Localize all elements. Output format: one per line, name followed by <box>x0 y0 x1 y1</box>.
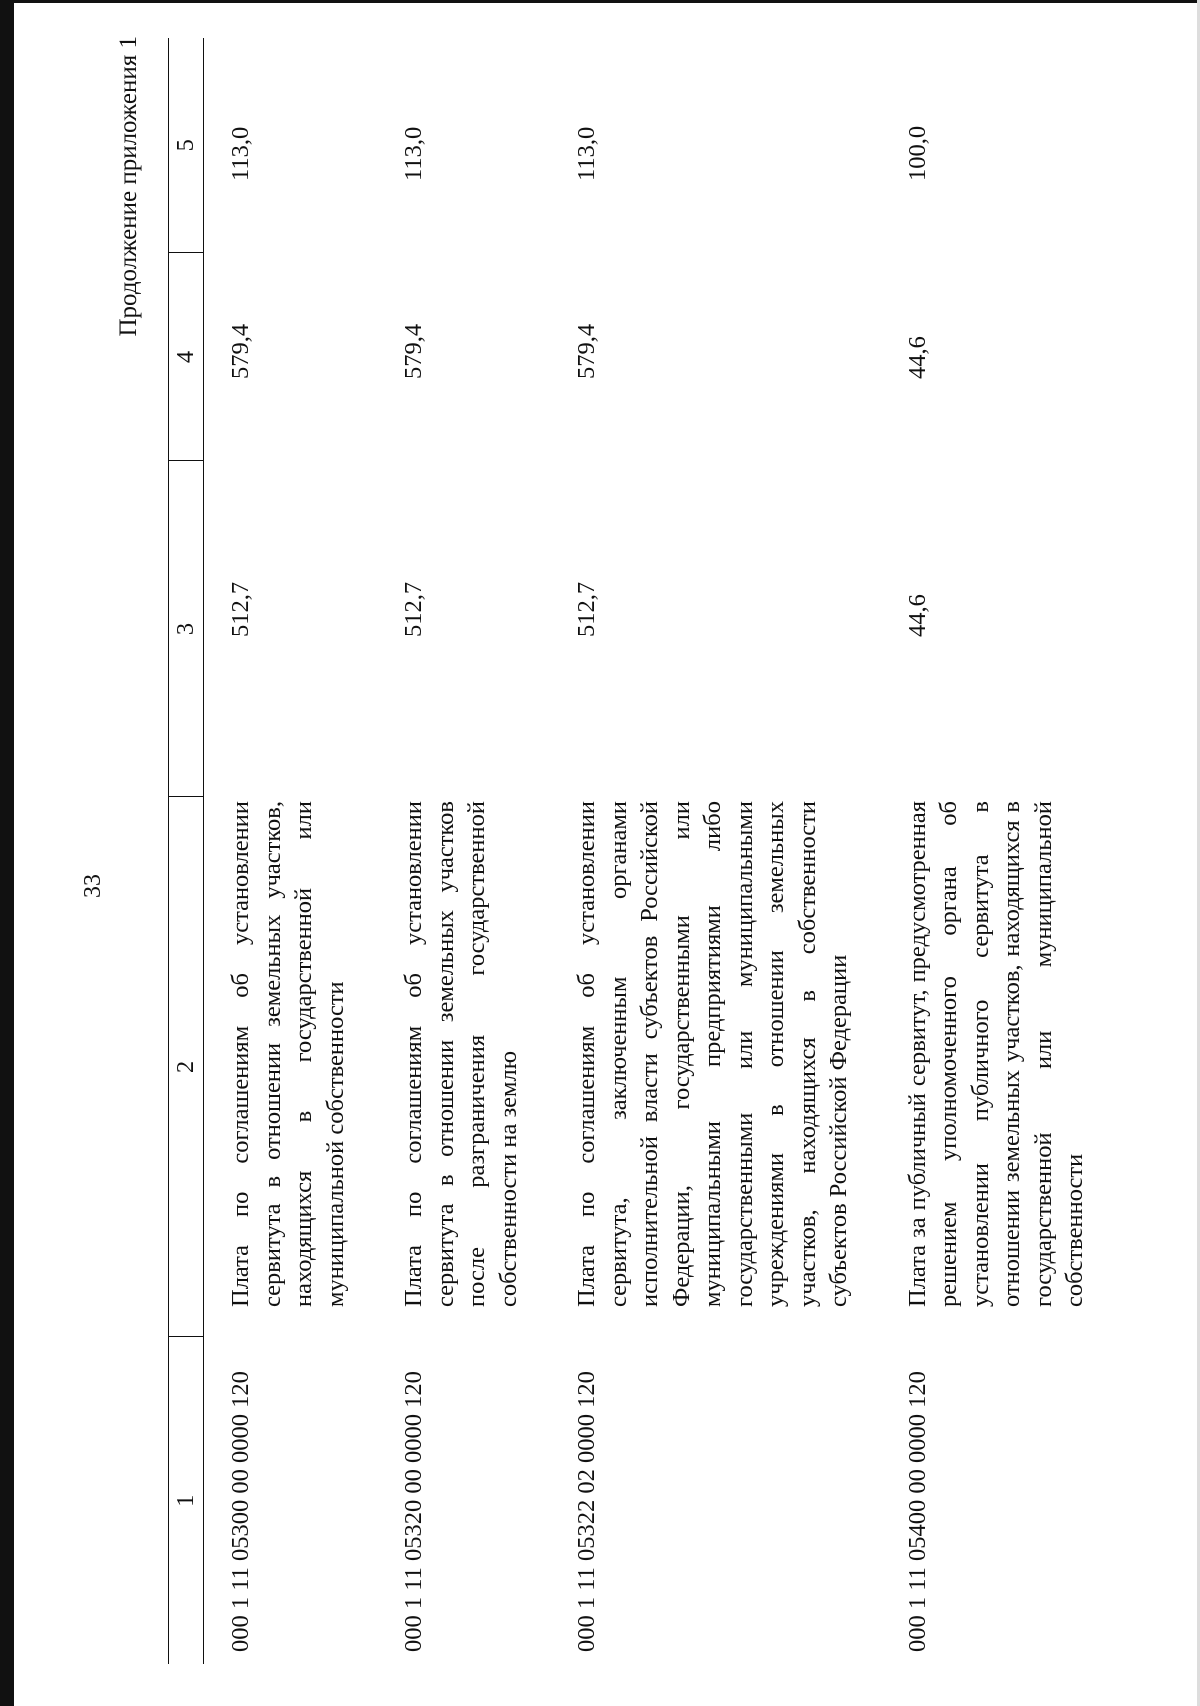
row-code: 000 1 11 05300 00 0000 120 <box>227 1371 254 1652</box>
row-code: 000 1 11 05320 00 0000 120 <box>400 1371 427 1652</box>
row-description: Плата по соглашениям об установлении сервитута в отношении земельных участков после разграничения государственной собственности на землю <box>400 801 522 1307</box>
column-header-5: 5 <box>169 38 204 253</box>
row-value-col4: 579,4 <box>400 323 427 379</box>
row-code: 000 1 11 05400 00 0000 120 <box>903 1371 931 1652</box>
column-header-2: 2 <box>169 797 204 1337</box>
row-value-col3: 512,7 <box>400 581 427 637</box>
appendix-continuation-note: Продолжение приложения 1 <box>115 36 142 337</box>
row-value-col5: 113,0 <box>573 126 600 181</box>
table-header-row <box>169 38 204 1664</box>
table-row <box>204 38 399 1664</box>
row-value-col3: 512,7 <box>227 581 254 637</box>
row-description: Плата по соглашениям об установлении сервитута в отношении земельных участков, находящихся в государственной или муниципальной собственности <box>227 801 349 1307</box>
table-row <box>902 38 1138 1664</box>
row-value-col3: 512,7 <box>573 581 600 637</box>
column-header-4: 4 <box>169 253 204 461</box>
row-value-col5: 113,0 <box>400 126 427 181</box>
page-number: 33 <box>80 874 106 898</box>
row-value-col3: 44,6 <box>903 594 931 637</box>
row-value-col4: 579,4 <box>573 323 600 379</box>
column-header-1: 1 <box>169 1337 204 1664</box>
row-description: Плата за публичный сервитут, предусмотренная решением уполномоченного органа об установлении публичного сервитута в отношении земельных участков, находящихся в государственной или муниципальной собственности <box>903 801 1088 1307</box>
row-value-col5: 100,0 <box>903 125 931 181</box>
row-value-col4: 579,4 <box>227 323 254 379</box>
column-header-3: 3 <box>169 461 204 797</box>
table-row <box>398 38 571 1664</box>
row-description: Плата по соглашениям об установлении сервитута, заключенным органами исполнительной власти субъектов Российской Федерации, государственными или муниципальными предприятиями либо государственными или муниципальными учреждениями в отношении земельных участков, находящихся в собственности субъектов Российской Федерации <box>573 801 852 1307</box>
row-value-col4: 44,6 <box>903 336 931 379</box>
row-code: 000 1 11 05322 02 0000 120 <box>573 1371 600 1652</box>
budget-table <box>168 38 1138 1664</box>
table-row <box>571 38 902 1664</box>
row-value-col5: 113,0 <box>227 126 254 181</box>
